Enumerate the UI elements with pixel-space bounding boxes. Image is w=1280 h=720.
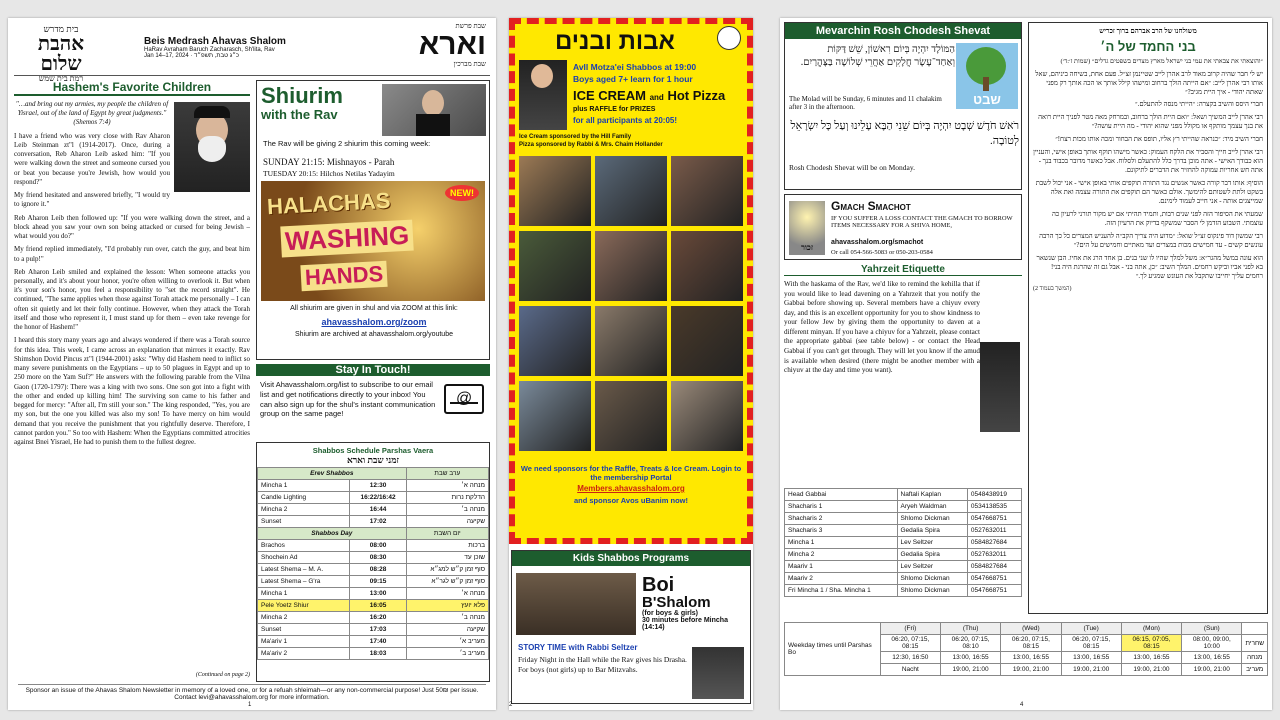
zmanim-day: (Mon) <box>1121 623 1181 635</box>
event-photo <box>519 306 591 376</box>
event-photo <box>595 231 667 301</box>
page-number: 4 <box>1020 702 1024 708</box>
zmanim-cell: 13:00, 16:55 <box>940 652 1000 664</box>
schedule-label: Candle Lighting <box>258 492 350 504</box>
hebrew-paragraph: הוסיף: אותו דבר קורה כאשר אנשים נגד התורה תוקפים אותי באופן אישי - אני יכול לשבת בשקט ולתת לשטותם להימשך. אולם כאשר הם תוקפים את התורה עצמה ואת אלה שמייצגים אותה - אני חייב לעמוד לימינם. <box>1035 180 1263 206</box>
boi-bshalom-photo <box>516 573 636 635</box>
schedule-label: מנחה ב׳ <box>406 504 488 516</box>
schedule-row <box>258 516 489 528</box>
schedule-label: שקיעה <box>406 624 488 636</box>
shiur-tuesday: TUESDAY 20:15: Hilchos Netilas Yadayim <box>263 169 395 178</box>
gabbai-name: Shlomo Dickman <box>897 585 967 597</box>
weekday-zmanim <box>784 622 1268 676</box>
schedule-row <box>258 552 489 564</box>
gabbai-row <box>785 573 1022 585</box>
schedule-label: מעריב ב׳ <box>406 648 488 660</box>
gabbai-name: Lev Seltzer <box>897 561 967 573</box>
schedule-row <box>258 624 489 636</box>
gabbai-row <box>785 489 1022 501</box>
schedule-label: Sunset <box>258 624 350 636</box>
zmanim-heb: שחרית <box>1242 635 1268 652</box>
hebrew-title: בני החמד של ה׳ <box>1100 39 1196 54</box>
gabbai-row <box>785 501 1022 513</box>
zmanim-heb: מעריב <box>1242 664 1268 676</box>
schedule-label: מנחה ב׳ <box>406 612 488 624</box>
event-photo <box>519 381 591 451</box>
ice-cream-line: ICE CREAM and Hot Pizza <box>573 88 726 103</box>
schedule-label: ברכות <box>406 540 488 552</box>
avos-ubanim-flyer: אבות ובנים Avll Motza'ei Shabbos at 19:00 Boys aged 7+ learn for 1 hour ICE CREAM and Hot Pizza plus RAFFLE for PRIZES for all participants at 20:05! Ice Cream sponsored by the Hill Family Pizza sponsored by Rabbi & Mrs. Chaim Hollander We need sponsors for the Raffle, Treats & Ice Cream. Login to the membership Portal Members.ahavasshalom.org and sponsor Avos uBanim now! <box>509 18 753 544</box>
gabbai-role: Mincha 1 <box>785 537 898 549</box>
schedule-time: 17:40 <box>350 636 406 648</box>
schedule-label: Mincha 1 <box>258 480 350 492</box>
schedule-row <box>258 480 489 492</box>
article-quote: "…and bring out my armies, my people the children of Yisrael, out of the land of Egypt by great judgments." (Shemos 7:4) <box>15 100 169 127</box>
schedule-time: 17:02 <box>350 516 406 528</box>
stay-in-touch: Stay In Touch! Visit Ahavasshalom.org/list to subscribe to our email list and get notifications directly to your inbox! You can also sign up for the shul's instant communication group on the same page! @ <box>256 364 490 440</box>
zmanim-cell: 13:00, 16:55 <box>1121 652 1181 664</box>
gabbai-role: Shacharis 3 <box>785 525 898 537</box>
zmanim-cell: 06:20, 07:15, 08:10 <box>940 635 1000 652</box>
boi-bshalom: Boi B'Shalom (for boys & girls) 30 minutes before Mincha (14:14) <box>642 574 728 631</box>
article-paragraph: Reb Aharon Leib smiled and explained the lesson: When someone attacks you personally, and it's about your honor, you're often willing to overlook it. But when it's your son's honor, you feel a responsibility to "set the record straight". He continued, "The same applies when those against Torah attack me personally – I can often sit quietly and let their folly continue. However, when they attack the Torah itself and those who represent it, I must stand up for them – even take revenge for the honor of Hashem!" <box>14 267 250 332</box>
rabbi-seltzer-photo <box>692 647 744 699</box>
gabbai-row <box>785 561 1022 573</box>
schedule-label: Mincha 1 <box>258 588 350 600</box>
schedule-label: Mincha 2 <box>258 612 350 624</box>
zoom-link[interactable]: ahavasshalom.org/zoom <box>321 317 427 327</box>
masthead-logo: בית מדרש אהבת שלום רמת בית שמש <box>37 24 85 83</box>
schedule-row <box>258 648 489 660</box>
zmanim-cell: 13:00, 16:55 <box>1061 652 1121 664</box>
schedule-time: 16:22/16:42 <box>350 492 406 504</box>
schedule-label: Sunset <box>258 516 350 528</box>
schedule-row <box>258 564 489 576</box>
article-paragraph: Reb Aharon Leib then followed up: "If you were walking down the street, and a block ahead you saw your own son being attacked or cursed for being Jewish – what would you do?" <box>14 213 250 241</box>
schedule-time: 09:15 <box>350 576 406 588</box>
hebrew-paragraph: רבי אהרן לייב חייך והסביר את הלקח העמוק: כאשר מישהו תוקף אותך באופן אישי, והעניין הוא כבודך האישי - אתה מוכן בדרך כלל להתעלם ולסלוח. אבל כאשר מדובר בכבוד בנך - אתה חש אחריות עמוקה להחזיר את הדברים לתיקונם. <box>1033 149 1263 175</box>
zmanim-cell: Nacht <box>880 664 940 676</box>
gabbai-role: Fri Mincha 1 / Sha. Mincha 1 <box>785 585 898 597</box>
event-photo <box>519 231 591 301</box>
zmanim-cell: 06:15, 07:05, 08:15 <box>1121 635 1181 652</box>
hebrew-paragraph: רבי שמשון דוד פינקוס זצ״ל שואל: ״מדוע היה צריך הקב״ה להעניש המצרים כל כך הרבה עונשים קשים - עד חמישים מכות במצרים ועד מאתיים וחמישים על הים?״ <box>1039 233 1263 250</box>
schedule-time: 08:30 <box>350 552 406 564</box>
rabbi-portrait <box>174 102 250 192</box>
sponsor-footer: Sponsor an issue of the Ahavas Shalom Newsletter in memory of a loved one, or for a refuah shleimah—or any non-commercial purpose! Just 50₪ per issue. Contact levi@ahavasshalom.org for more information. <box>18 684 486 701</box>
zmanim-cell: 19:00, 21:00 <box>1182 664 1242 676</box>
gabbai-name: Gedalia Spira <box>897 549 967 561</box>
schedule-label: Shochein Ad <box>258 552 350 564</box>
newsletter-page-4 <box>780 18 1272 710</box>
schedule-label: Brachos <box>258 540 350 552</box>
event-photo <box>519 156 591 226</box>
zmanim-day: (Wed) <box>1001 623 1061 635</box>
schedule-row <box>258 492 489 504</box>
gabbai-name: Lev Seltzer <box>897 537 967 549</box>
gabbai-phone[interactable]: 0527632011 <box>967 549 1021 561</box>
schedule-label: פלא יועץ <box>406 600 488 612</box>
gabbai-role: Head Gabbai <box>785 489 898 501</box>
gmach-box: זכור Gmach Smachot IF YOU SUFFER A LOSS CONTACT THE GMACH TO BORROW ITEMS NECESSARY FOR A SHIVA HOME, ahavasshalom.org/smachot Or call 054-566-5083 or 050-203-0584 <box>784 194 1022 260</box>
gabbai-role: Mincha 2 <box>785 549 898 561</box>
hebrew-paragraph: רבי אהרן לייב המשיך ושאל: ״ואם היית הולך ברחוב, ובמרחק מאה מטר לפניך היית רואה את בנך עצמך מותקף או מקולל מפני שהוא יהודי - מה היית עושה?״ <box>1038 114 1263 131</box>
kids-programs: Kids Shabbos Programs Boi B'Shalom (for boys & girls) 30 minutes before Mincha (14:14) STORY TIME with Rabbi Seltzer Friday Night in the Hall while the Rav gives his Drasha. For boys (not girls) up to Bar Mitzvahs. <box>511 550 751 704</box>
schedule-row <box>258 540 489 552</box>
article-paragraph: My friend hesitated and answered briefly, "I would try to ignore it." <box>14 191 170 209</box>
gabbai-name: Shlomo Dickman <box>897 573 967 585</box>
mevarchin-box: Mevarchin Rosh Chodesh Shevat שבט הַמּוֹלָד יִהְיֶה בְּיוֹם רִאשׁוֹן, שֵׁשׁ דַּקּוֹת וְאַחַד־עָשָׂר חֲלָקִים אַחֲרֵי שְׁלוֹשָׁה בַּצָּהֳרַיִם. The Molad will be Sunday, 6 minutes and 11 chalakim after 3 in the afternoon. רֹאשׁ חֹדֶשׁ שְׁבָט יִהְיֶה בְּיוֹם שֵׁנִי הַבָּא עָלֵינוּ וְעַל כָּל יִשְׂרָאֵל לְטוֹבָה. Rosh Chodesh Shevat will be on Monday. <box>784 22 1022 190</box>
gabbaim-table <box>784 488 1022 597</box>
zmanim-day: (Sun) <box>1182 623 1242 635</box>
zmanim-day: (Thu) <box>940 623 1000 635</box>
zmanim-day: (Tue) <box>1061 623 1121 635</box>
gabbai-row <box>785 537 1022 549</box>
gabbai-name: Aryeh Waldman <box>897 501 967 513</box>
newsletter-page-2 <box>509 18 753 710</box>
gabbai-row <box>785 549 1022 561</box>
schedule-label: הדלקת נרות <box>406 492 488 504</box>
candle-photo <box>980 342 1020 432</box>
schedule-label: מעריב א׳ <box>406 636 488 648</box>
zmanim-cell: 06:20, 07:15, 08:15 <box>880 635 940 652</box>
gabbai-name: Gedalia Spira <box>897 525 967 537</box>
schedule-label: שקיעה <box>406 516 488 528</box>
gabbai-phone[interactable]: 0547668751 <box>967 585 1021 597</box>
schedule-time: 08:28 <box>350 564 406 576</box>
schedule-time: 12:30 <box>350 480 406 492</box>
event-photo <box>671 156 743 226</box>
gabbai-name: Naftali Kaplan <box>897 489 967 501</box>
schedule-label: מנחה א׳ <box>406 480 488 492</box>
washing-hands-image: HALACHAS WASHING HANDS NEW! <box>261 181 485 301</box>
members-portal-link[interactable]: Members.ahavasshalom.org <box>577 484 685 493</box>
hebrew-paragraph: חברי השיב מיד: ״כנראה שהייתי רץ אליו, תופס את הבחור ומכה אותו מכות רצח!״ <box>1055 136 1263 144</box>
shiurim-box: Shiurim with the Rav The Rav will be giving 2 shiurim this coming week: SUNDAY 21:15: Mishnayos - Parah TUESDAY 20:15: Hilchos Netilas Yadayim HALACHAS WASHING HANDS NEW! All shiurim are given in shul and via ZOOM at this link: ahavasshalom.org/zoom Shiurim are archived at ahavasshalom.org/youtube <box>256 80 490 360</box>
article-paragraph: My friend replied immediately, "I'd probably run over, catch the guy, and beat him to a pulp!" <box>14 245 250 263</box>
schedule-time: 08:00 <box>350 540 406 552</box>
email-icon: @ <box>444 384 484 414</box>
parsha-name: וארא <box>418 28 486 61</box>
shiurim-title: Shiurim <box>261 83 343 108</box>
schedule-label: Pele Yoetz Shiur <box>258 600 350 612</box>
rav-photo <box>382 84 486 136</box>
schedule-time: 16:44 <box>350 504 406 516</box>
gmach-link[interactable]: ahavasshalom.org/smachot <box>831 239 924 246</box>
masthead <box>14 22 490 83</box>
avos-ubanim-title: אבות ובנים <box>555 28 675 55</box>
event-photo <box>671 231 743 301</box>
gabbai-row <box>785 513 1022 525</box>
schedule-label: סוף זמן ק״ש לגר״א <box>406 576 488 588</box>
schedule-row <box>258 612 489 624</box>
parsha-block: שבת פרשת וארא שבת מברכין <box>418 22 486 68</box>
zmanim-heb: מנחה <box>1242 652 1268 664</box>
gabbai-phone[interactable]: 0547668751 <box>967 513 1021 525</box>
photo-grid <box>519 156 743 456</box>
gabbai-phone[interactable]: 0548438919 <box>967 489 1021 501</box>
issue-date: Jan 14–17, 2024 · כ״ג טבת, תשפ״ד <box>144 53 240 59</box>
rav-line: HaRav Avraham Baruch Zacharasch, Sh'lita, Rav <box>144 47 275 53</box>
newsletter-title: Beis Medrash Ahavas Shalom <box>144 36 286 47</box>
schedule-label: שוכן עד <box>406 552 488 564</box>
schedule-label: Mincha 2 <box>258 504 350 516</box>
schedule-row <box>258 576 489 588</box>
zmanim-cell: 19:00, 21:00 <box>1001 664 1061 676</box>
event-photo <box>671 306 743 376</box>
article-paragraph: I have a friend who was very close with Rav Aharon Leib Steinman zt"l (1914-2017). Once, during a conversation, Reb Aharon Leib asked him: "If you were walking down the street and someone cursed you or beat you because you're Jewish, how would you respond?" <box>14 131 170 186</box>
schedule-row <box>258 588 489 600</box>
hebrew-paragraph: שמעתי את הסיפור הזה לפני שנים רבות, ותמיד תהיתי אם יש מקור תורני לרעיון כה עוצמתי. השבוע הזדמן לי הסבר שמשקף בדיוק את הרעיון הזה. <box>1052 211 1263 228</box>
new-badge: NEW! <box>445 185 479 201</box>
memorial-candle-icon: זכור <box>789 201 825 255</box>
gabbai-phone[interactable]: 0534138535 <box>967 501 1021 513</box>
zmanim-cell: 19:00, 21:00 <box>940 664 1000 676</box>
event-photo <box>595 381 667 451</box>
article-paragraph: I heard this story many years ago and always wondered if there was a Torah source for this idea. This week, I came across an explanation that mirrors it exactly. Rav Shimshon Dovid Pincus zt"l (1944-2001) asks: "Why did Hashem need to inflict so many severe punishments on the Egyptians – up to 50 plagues in Egypt and up to 250 more on the Yam Suf?" He answers with the following parable from the Vilna Gaon (1720-1797): There was a king with two sons. One son got into a fight with the other and ended up killing him! The surviving son came to his father and begged for mercy: "After all, I'm still your son." The king responded, "Yes, you are my son, but the one you killed was also my son! To have mercy on him would demand that you receive the punishment that you rightfully deserve. Therefore, I cannot pardon you." So too with Hashem: When the Egyptians committed atrocities against Bnei Yisrael, He had to punish them to the fullest degree. <box>14 336 250 446</box>
zmanim-cell: 13:00, 16:55 <box>1182 652 1242 664</box>
zmanim-day: (Fri) <box>880 623 940 635</box>
gabbai-name: Shlomo Dickman <box>897 513 967 525</box>
event-photo <box>595 156 667 226</box>
zmanim-cell: 19:00, 21:00 <box>1061 664 1121 676</box>
gabbai-phone[interactable]: 0584827684 <box>967 561 1021 573</box>
zmanim-cell: 19:00, 21:00 <box>1121 664 1181 676</box>
schedule-time: 18:03 <box>350 648 406 660</box>
shevat-image: שבט <box>956 43 1018 109</box>
zmanim-cell: 06:20, 07:15, 08:15 <box>1001 635 1061 652</box>
schedule-label: מנחה א׳ <box>406 588 488 600</box>
yahrzeit-box: Yahrzeit Etiquette With the haskama of the Rav, we'd like to remind the kehilla that if you would like to lead davening on a Yahrzeit that you notify the Gabbai before showing up. Several members have a chiyuv every day, and this is an excellent opportunity for you to show kindness to your fellow Jew by giving them the opportunity to daven at a different minyan. If you have a chiyuv for a Yahrzeit, please contact the appropriate gabbai (see table below) - or contact the Head Gabbai if you can't get through. They will let you know if the amud is available when desired (there might be another member with a chiyuv at the day and time you want). <box>784 264 1022 484</box>
schedule-time: 16:20 <box>350 612 406 624</box>
gabbai-phone[interactable]: 0584827684 <box>967 537 1021 549</box>
zmanim-label: Weekday times until Parshas Bo <box>785 623 881 676</box>
event-photo <box>595 306 667 376</box>
schedule-label: Latest Shema – M. A. <box>258 564 350 576</box>
newsletter-page-1 <box>8 18 496 710</box>
article <box>14 80 250 680</box>
schedule-label: Ma'ariv 2 <box>258 648 350 660</box>
page-number: 1 <box>248 702 252 708</box>
schedule-label: Ma'ariv 1 <box>258 636 350 648</box>
shiur-sunday: SUNDAY 21:15: Mishnayos - Parah <box>263 157 395 167</box>
hebrew-paragraph: יש לי חבר שהיה קרוב מאוד לרב אהרן לייב שטיינמן זצ״ל. פעם אחת, בשיחה ביניהם, שאל אותו רבי אהרן לייב: ״אם הייתה הולך ברחוב ומישהו קילל אותך או הכה אותך רק מפני שאתה יהודי - איך היית מגיב?״ <box>1035 70 1263 96</box>
schedule-row <box>258 600 489 612</box>
zmanim-cell: 12:30, 16:50 <box>880 652 940 664</box>
schedule-time: 17:03 <box>350 624 406 636</box>
hebrew-paragraph: חברי היסס והשיב בקצרה: ״הייתי מנסה להתעלם.״ <box>1135 101 1263 109</box>
zmanim-cell: 13:00, 16:55 <box>1001 652 1061 664</box>
schedule-table: Erev Shabbos ערב שבת Mincha 1 12:30 מנחה א׳ Candle Lighting 16:22/16:42 הדלקת נרות Mincha 2 16:44 מנחה ב׳ Sunset 17:02 שקיעה Shabbos Day יום השבת Brachos 08:00 ברכות Shochein Ad 08:30 שוכן עד Latest Shema – M. A. 08:28 סוף זמן ק״ש למג״א Latest Shema – G'ra 09:15 סוף זמן ק״ש לגר״א Mincha 1 13:00 מנחה א׳ Pele Yoetz Shiur 16:05 פלא יועץ Mincha 2 16:20 מנחה ב׳ Sunset 17:03 שקיעה Ma'ariv 1 17:40 מעריב א׳ Ma'ariv 2 18:03 מעריב ב׳ <box>257 467 489 660</box>
article-title: Hashem's Favorite Children <box>14 80 250 96</box>
hebrew-paragraph: הוא עונה במשל מהגר״א: משל למלך שהיו לו שני בנים. בן אחד הרג את אחיו. הבן שנשאר בא לפני אביו וביקש רחמים. המלך השיב: ״כן, אתה בני - אבל גם זה שהרגת היה בני! רחמים עליך יחייבו שתקבל את העונש שמגיע לך.״ <box>1036 255 1263 280</box>
schedule-row <box>258 504 489 516</box>
schedule-time: 13:00 <box>350 588 406 600</box>
event-photo <box>671 381 743 451</box>
schedule-row <box>258 636 489 648</box>
logo-icon <box>717 26 741 50</box>
gabbai-phone[interactable]: 0547668751 <box>967 573 1021 585</box>
schedule-label: Latest Shema – G'ra <box>258 576 350 588</box>
schedule-time: 16:05 <box>350 600 406 612</box>
gabbai-role: Maariv 1 <box>785 561 898 573</box>
gabbai-phone[interactable]: 0527632011 <box>967 525 1021 537</box>
gabbai-role: Shacharis 2 <box>785 513 898 525</box>
gabbai-row <box>785 525 1022 537</box>
boy-photo <box>519 60 567 130</box>
gabbai-role: Maariv 2 <box>785 573 898 585</box>
page-number: 2 <box>509 702 513 708</box>
gabbai-row <box>785 585 1022 597</box>
shabbos-schedule: Shabbos Schedule Parshas Vaera זמני שבת וארא Erev Shabbos ערב שבת Mincha 1 12:30 מנחה א׳ Candle Lighting 16:22/16:42 הדלקת נרות Mincha 2 16:44 מנחה ב׳ Sunset 17:02 שקיעה Shabbos Day יום השבת Brachos 08:00 ברכות Shochein Ad 08:30 שוכן עד Latest Shema – M. A. 08:28 סוף זמן ק״ש למג״א Latest Shema – G'ra 09:15 סוף זמן ק״ש לגר״א Mincha 1 13:00 מנחה א׳ Pele Yoetz Shiur 16:05 פלא יועץ Mincha 2 16:20 מנחה ב׳ Sunset 17:03 שקיעה Ma'ariv 1 17:40 מעריב א׳ Ma'ariv 2 18:03 מעריב ב׳ <box>256 442 490 682</box>
continued-note: (Continued on page 2) <box>14 672 250 678</box>
zmanim-header <box>785 623 1268 635</box>
zmanim-cell: 08:00, 09:00, 10:00 <box>1182 635 1242 652</box>
schedule-label: סוף זמן ק״ש למג״א <box>406 564 488 576</box>
zmanim-cell: 06:20, 07:15, 08:15 <box>1061 635 1121 652</box>
hebrew-article: משולחנו של הרב אברהם ברוך זכריש בני החמד של ה׳ ״והוצאתי את צבאתי את עמי בני ישראל מארץ מצרים בשפטים גדלים״ (שמות ז׳:ד׳) יש לי חבר שהיה קרוב מאוד לרב אהרן לייב שטיינמן זצ״ל. פעם אחת, בשיחה ביניהם, שאל אותו רבי אהרן לייב: ״אם הייתה הולך ברחוב ומישהו קילל אותך או הכה אותך רק מפני שאתה יהודי - איך היית מגיב?״ חברי היסס והשיב בקצרה: ״הייתי מנסה להתעלם.״ רבי אהרן לייב המשיך ושאל: ״ואם היית הולך ברחוב, ובמרחק מאה מטר לפניך היית רואה את בנך עצמך מותקף או מקולל מפני שהוא יהודי - מה היית עושה?״ חברי השיב מיד: ״כנראה שהייתי רץ אליו, תופס את הבחור ומכה אותו מכות רצח!״ רבי אהרן לייב חייך והסביר את הלקח העמוק: כאשר מישהו תוקף אותך באופן אישי, והעניין הוא כבודך האישי - אתה מוכן בדרך כלל להתעלם ולסלוח. אבל כאשר מדובר בכבוד בנך - אתה חש אחריות עמוקה להחזיר את הדברים לתיקונם. הוסיף: אותו דבר קורה כאשר אנשים נגד התורה תוקפים אותי באופן אישי - אני יכול לשבת בשקט ולתת לשטותם להימשך. אולם כאשר הם תוקפים את התורה עצמה ואת אלה שמייצגים אותה - אני חייב לעמוד לימינם. שמעתי את הסיפור הזה לפני שנים רבות, ותמיד תהיתי אם יש מקור תורני לרעיון כה עוצמתי. השבוע הזדמן לי הסבר שמשקף בדיוק את הרעיון הזה. רבי שמשון דוד פינקוס זצ״ל שואל: ״מדוע היה צריך הקב״ה להעניש המצרים כל כך הרבה עונשים קשים - עד חמישים מכות במצרים ועד מאתיים וחמישים על הים?״ הוא עונה במשל מהגר״א: משל למלך שהיו לו שני בנים. בן אחד הרג את אחיו. הבן שנשאר בא לפני אביו וביקש רחמים. המלך השיב: ״כן, אתה בני - אבל גם זה שהרגת היה בני! רחמים עליך יחייבו שתקבל את העונש שמגיע לך.״ (המשך בעמוד 2) <box>1028 22 1268 614</box>
gabbai-role: Shacharis 1 <box>785 501 898 513</box>
